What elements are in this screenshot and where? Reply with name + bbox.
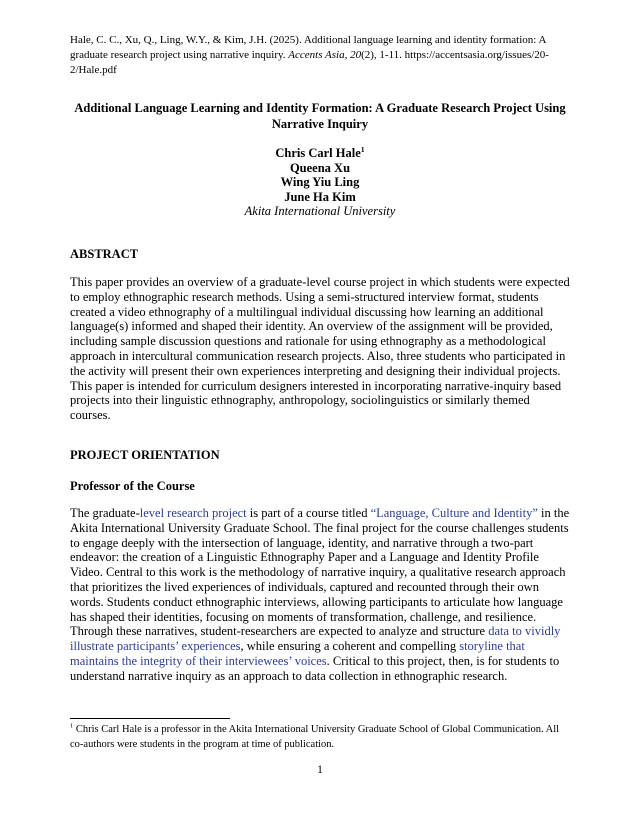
project-orientation-paragraph [70, 506, 570, 684]
author-name: June Ha Kim [284, 189, 356, 204]
text-segment: . Critical to this project, then, is for students to understand narrative inquiry as an approach to data collection in ethnographic research. [70, 653, 560, 683]
author-name: Queena Xu [289, 160, 351, 175]
footnote-text: Chris Carl Hale is a professor in the Akita International University Graduate School of Global Communication. All co-authors were students in the program at time of publication. [70, 724, 560, 750]
abstract-heading: ABSTRACT [70, 246, 139, 261]
author-affiliation: Akita International University [244, 204, 396, 219]
footnote-marker: 1 [70, 722, 74, 730]
text-segment: Hale, C. C., Xu, Q., Ling, W.Y., & Kim, J.H. (2025). Additional language learning and identity formation: A graduate research project using narrative inquiry. [70, 34, 546, 61]
author-name [70, 146, 570, 161]
text-segment: “Language, Culture and Identity” [370, 505, 538, 520]
text-segment: storyline that maintains the integrity of their interviewees’ voices [70, 639, 525, 668]
text-segment: , while ensuring a coherent and compelling [240, 639, 460, 654]
text-segment: is part of a course titled [246, 505, 371, 520]
text-segment: level research project [139, 505, 247, 520]
citation [70, 33, 570, 78]
section-heading-project-orientation: PROJECT ORIENTATION [70, 447, 220, 462]
text-segment: The graduate- [70, 505, 140, 520]
footnote-separator-rule [70, 718, 230, 719]
abstract-paragraph: This paper provides an overview of a graduate-level course project in which students were expected to employ ethnographic research methods. Using a semi-structured interview format, students created a video ethnography of a multilingual individual discussing how learning an additional language(s) informed and shaped their identity. An overview of the assignment will be provided, including sample discussion questions and rationale for using ethnography as a methodological approach in intercultural communication research projects. Also, three students who participated in the activity will present their own experiences interpreting and designing their individual projects. This paper is intended for curriculum designers interested in incorporating narrative-inquiry based projects into their linguistic ethnography, anthropology, sociolinguistics or similarly themed courses. [70, 274, 570, 423]
author-name: Wing Yiu Ling [280, 175, 360, 190]
text-segment: in the Akita International University Graduate School. The final project for the course challenges students to engage deeply with the intersection of language, identity, and narrative through a two-part endeavor: the creation of a Linguistic Ethnography Paper and a Language and Identity Profile Video. Central to this work is the methodology of narrative inquiry, a qualitative research approach that prioritizes the lived experiences of individuals, captured and recounted through their own words. Students conduct ethnographic interviews, allowing participants to articulate how language has shaped their identities, focusing on moments of transformation, challenge, and resilience. Through these narratives, student-researchers are expected to analyze and structure [70, 505, 570, 639]
page-number: 1 [317, 764, 323, 776]
text-segment: Accents Asia, 20 [288, 49, 362, 61]
subsection-heading-professor: Professor of the Course [70, 478, 195, 493]
author-block [70, 146, 570, 219]
author-name-text: Chris Carl Hale [275, 146, 361, 160]
text-segment: data to vividly illustrate participants’ experiences [70, 624, 561, 654]
paper-title: Additional Language Learning and Identity Formation: A Graduate Research Project Using Narrative Inquiry [74, 101, 566, 131]
text-segment: (2), 1-11. https://accentsasia.org/issues/20-2/Hale.pdf [70, 49, 549, 76]
footnote-area [70, 718, 570, 752]
author-footnote-marker: 1 [360, 144, 365, 154]
footnote [70, 723, 570, 752]
